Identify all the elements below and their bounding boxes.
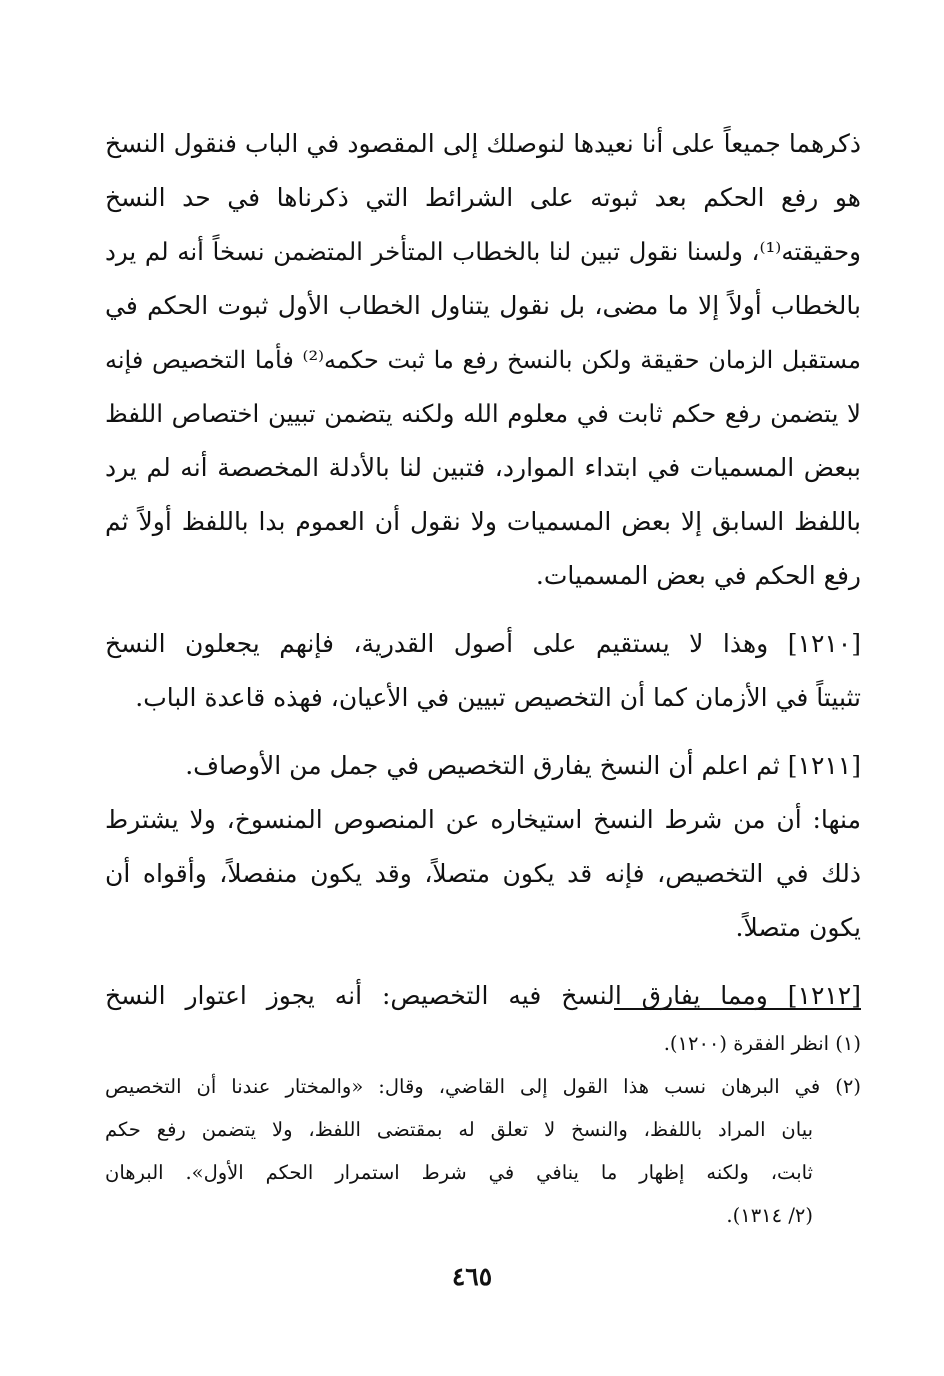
text-line: ذكرهما جميعاً على أنا نعيدها لنوصلك إلى المقصود في الباب فنقول النسخ bbox=[105, 129, 861, 158]
main-text bbox=[105, 117, 861, 1023]
footnotes bbox=[105, 1022, 861, 1237]
footnote-1 bbox=[105, 1022, 861, 1065]
footnote-separator bbox=[614, 1008, 861, 1010]
paragraph-gap bbox=[105, 955, 861, 969]
page-number: ٤٦٥ bbox=[451, 1262, 493, 1291]
footnote-line: (٢) في البرهان نسب هذا القول إلى القاضي، وقال: «والمختار عندنا أن التخصيص bbox=[105, 1075, 861, 1098]
text-line: هو رفع الحكم بعد ثبوته على الشرائط التي ذكرناها في حد النسخ bbox=[105, 183, 861, 212]
text-line: ذلك في التخصيص، فإنه قد يكون متصلاً، وقد يكون منفصلاً، وأقواه أن bbox=[105, 859, 861, 888]
footnote-line: (١) انظر الفقرة (١٢٠٠). bbox=[663, 1032, 861, 1055]
text-line: منها: أن من شرط النسخ استيخاره عن المنصوص المنسوخ، ولا يشترط bbox=[105, 805, 861, 834]
text-line: رفع الحكم في بعض المسميات. bbox=[535, 561, 861, 590]
text-line: ببعض المسميات في ابتداء الموارد، فتبين لنا بالأدلة المخصصة أنه لم يرد bbox=[105, 453, 861, 482]
footnote-line: (٢/ ١٣١٤). bbox=[726, 1204, 813, 1227]
text-line: لا يتضمن رفع حكم ثابت في معلوم الله ولكنه يتضمن تبيين اختصاص اللفظ bbox=[105, 399, 861, 428]
text-line: وحقيقته⁽¹⁾، ولسنا نقول تبين لنا بالخطاب المتأخر المتضمن نسخاً أنه لم يرد bbox=[105, 237, 861, 266]
paragraph-1211 bbox=[105, 739, 861, 955]
footnote-2 bbox=[105, 1065, 861, 1237]
paragraph-1 bbox=[105, 117, 861, 603]
text-line: يكون متصلاً. bbox=[735, 913, 861, 942]
text-line: مستقبل الزمان حقيقة ولكن بالنسخ رفع ما ثبت حكمه⁽²⁾ فأما التخصيص فإنه bbox=[105, 346, 861, 374]
footnote-line: بيان المراد باللفظ، والنسخ لا تعلق له بمقتضى اللفظ، ولا يتضمن رفع حكم bbox=[105, 1118, 813, 1141]
paragraph-gap bbox=[105, 603, 861, 617]
paragraph-1210 bbox=[105, 617, 861, 725]
paragraph-gap bbox=[105, 725, 861, 739]
text-line: [١٢١٠] وهذا لا يستقيم على أصول القدرية، فإنهم يجعلون النسخ bbox=[105, 629, 861, 658]
paragraph-1212 bbox=[105, 969, 861, 1023]
text-line: باللفظ السابق إلا بعض المسميات ولا نقول أن العموم بدا باللفظ أولاً ثم bbox=[105, 507, 861, 536]
footnote-line: ثابت، ولكنه إظهار ما ينافي في شرط استمرار الحكم الأول». البرهان bbox=[105, 1161, 813, 1184]
text-line: تثبيتاً في الأزمان كما أن التخصيص تبيين في الأعيان، فهذه قاعدة الباب. bbox=[135, 683, 861, 712]
text-line: [١٢١٢] ومما يفارق النسخ فيه التخصيص: أنه يجوز اعتوار النسخ bbox=[105, 981, 861, 1010]
text-line: [١٢١١] ثم اعلم أن النسخ يفارق التخصيص في جمل من الأوصاف. bbox=[185, 751, 861, 780]
text-line: بالخطاب أولاً إلا ما مضى، بل نقول يتناول الخطاب الأول ثبوت الحكم في bbox=[105, 291, 861, 320]
